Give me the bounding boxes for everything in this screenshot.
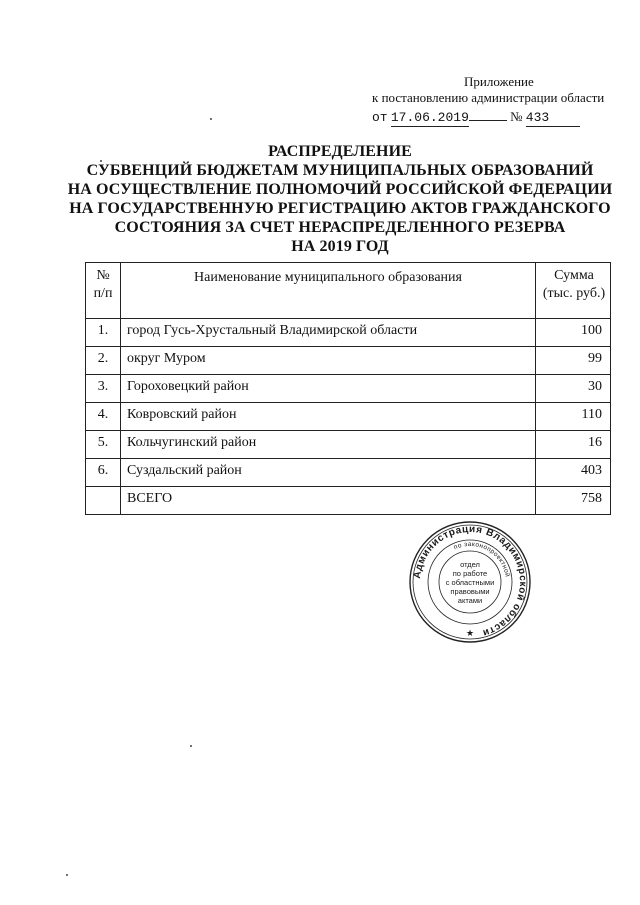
- stamp-center: [440, 552, 500, 612]
- row-name: Кольчугинский район: [121, 431, 536, 459]
- distribution-table: [85, 262, 611, 515]
- title-line: НА ГОСУДАРСТВЕННУЮ РЕГИСТРАЦИЮ АКТОВ ГРАЖДАНСКОГО: [69, 200, 611, 217]
- row-sum: 99: [536, 347, 611, 375]
- header-sum-line2: (тыс. руб.): [542, 286, 606, 301]
- stamp-star-icon: ★: [465, 628, 475, 638]
- table-row: [86, 431, 611, 459]
- number-prefix: №: [510, 109, 523, 124]
- appendix-date-line: [372, 108, 612, 127]
- scan-speck: [66, 874, 68, 876]
- stamp-center-line: по работе: [452, 568, 488, 578]
- stamp-center-line: отдел: [460, 559, 480, 569]
- title-line: НА 2019 ГОД: [291, 238, 389, 255]
- appendix-block: [372, 74, 612, 127]
- date-prefix: от: [372, 110, 388, 125]
- row-sum: 100: [536, 319, 611, 347]
- row-number: 5.: [86, 431, 121, 459]
- official-stamp: [408, 520, 532, 644]
- table-header-row: [86, 263, 611, 319]
- title-line: НА ОСУЩЕСТВЛЕНИЕ ПОЛНОМОЧИЙ РОССИЙСКОЙ ФЕДЕРАЦИИ: [67, 181, 613, 198]
- row-name: округ Муром: [121, 347, 536, 375]
- total-number: [86, 487, 121, 515]
- row-number: 6.: [86, 459, 121, 487]
- total-sum: 758: [536, 487, 611, 515]
- total-label: ВСЕГО: [121, 487, 536, 515]
- table-total-row: [86, 487, 611, 515]
- appendix-label: Приложение: [464, 74, 534, 89]
- row-name: Суздальский район: [121, 459, 536, 487]
- header-name: Наименование муниципального образования: [121, 263, 536, 319]
- table-row: [86, 375, 611, 403]
- stamp-center-line: актами: [457, 595, 483, 605]
- decree-date: 17.06.2019: [390, 110, 469, 125]
- row-number: 3.: [86, 375, 121, 403]
- row-name: Гороховецкий район: [121, 375, 536, 403]
- row-sum: 110: [536, 403, 611, 431]
- header-number: [86, 263, 121, 319]
- row-number: 2.: [86, 347, 121, 375]
- decree-number: 433: [526, 110, 580, 127]
- table-row: [86, 459, 611, 487]
- row-name: Ковровский район: [121, 403, 536, 431]
- stamp-center-line: правовыми: [450, 586, 490, 596]
- scan-speck: [210, 118, 212, 120]
- stamp-middle-text: по законопроектной: [452, 540, 511, 578]
- stamp-outer-text: Администрация Владимирской области: [412, 523, 529, 639]
- header-number-line1: №: [96, 268, 110, 283]
- appendix-decree-to: к постановлению администрации области: [372, 90, 605, 105]
- header-number-line2: п/п: [93, 286, 113, 301]
- row-name: город Гусь-Хрустальный Владимирской области: [121, 319, 536, 347]
- document-title: [60, 142, 620, 256]
- scan-speck: [190, 745, 192, 747]
- row-sum: 403: [536, 459, 611, 487]
- table-row: [86, 319, 611, 347]
- title-line: СОСТОЯНИЯ ЗА СЧЕТ НЕРАСПРЕДЕЛЕННОГО РЕЗЕРВА: [114, 219, 566, 236]
- stamp-center-line: с областными: [445, 577, 495, 587]
- title-line: СУБВЕНЦИЙ БЮДЖЕТАМ МУНИЦИПАЛЬНЫХ ОБРАЗОВАНИЙ: [86, 162, 594, 179]
- table-row: [86, 347, 611, 375]
- table-row: [86, 403, 611, 431]
- title-line: РАСПРЕДЕЛЕНИЕ: [268, 143, 412, 160]
- row-sum: 16: [536, 431, 611, 459]
- header-sum-line1: Сумма: [554, 268, 594, 283]
- row-number: 4.: [86, 403, 121, 431]
- date-underline: [469, 108, 507, 121]
- header-sum: [536, 263, 611, 319]
- row-number: 1.: [86, 319, 121, 347]
- row-sum: 30: [536, 375, 611, 403]
